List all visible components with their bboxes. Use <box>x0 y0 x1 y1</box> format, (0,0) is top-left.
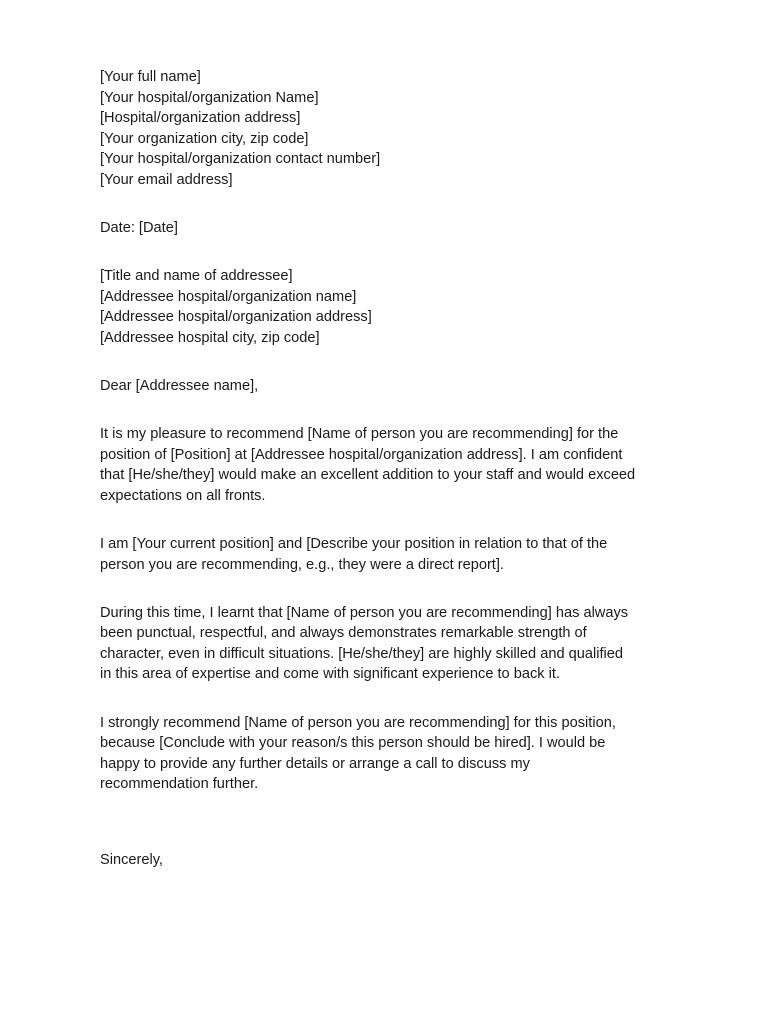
sender-full-name: [Your full name] <box>100 69 201 85</box>
sender-block <box>100 67 680 191</box>
paragraph-line: character, even in difficult situations. [He/she/they] are highly skilled and qualified <box>100 645 623 662</box>
letter-page <box>100 67 680 871</box>
sender-organization-address: [Hospital/organization address] <box>100 110 301 127</box>
paragraph-line: because [Conclude with your reason/s this person should be hired]. I would be <box>100 735 606 752</box>
sender-organization-name: [Your hospital/organization Name] <box>100 89 319 106</box>
paragraph-line: I strongly recommend [Name of person you are recommending] for this position, <box>100 714 616 731</box>
paragraph-line: been punctual, respectful, and always demonstrates remarkable strength of <box>100 625 587 642</box>
addressee-organization-address: [Addressee hospital/organization address] <box>100 309 372 326</box>
paragraph-line: It is my pleasure to recommend [Name of person you are recommending] for the <box>100 426 619 443</box>
paragraph-conclusion <box>100 713 680 795</box>
closing: Sincerely, <box>100 851 163 868</box>
paragraph-line: I am [Your current position] and [Describe your position in relation to that of the <box>100 536 608 552</box>
addressee-block <box>100 266 680 348</box>
addressee-organization-name: [Addressee hospital/organization name] <box>100 288 357 305</box>
paragraph-position-relation <box>100 534 680 575</box>
sender-city-zip: [Your organization city, zip code] <box>100 130 309 147</box>
sender-email: [Your email address] <box>100 171 233 188</box>
paragraph-line: recommendation further. <box>100 776 259 793</box>
paragraph-line: During this time, I learnt that [Name of person you are recommending] has always <box>100 604 629 621</box>
paragraph-recommendation-intro <box>100 424 680 506</box>
sender-contact-number: [Your hospital/organization contact number] <box>100 151 381 168</box>
paragraph-line: that [He/she/they] would make an excellent addition to your staff and would exceed <box>100 467 636 484</box>
salutation: Dear [Addressee name], <box>100 378 259 395</box>
addressee-city-zip: [Addressee hospital city, zip code] <box>100 329 320 346</box>
paragraph-line: position of [Position] at [Addressee hospital/organization address]. I am confident <box>100 446 623 463</box>
paragraph-line: in this area of expertise and come with significant experience to back it. <box>100 666 560 683</box>
paragraph-line: person you are recommending, e.g., they were a direct report]. <box>100 556 504 573</box>
paragraph-character <box>100 603 680 685</box>
paragraph-line: expectations on all fronts. <box>100 487 266 504</box>
paragraph-line: happy to provide any further details or arrange a call to discuss my <box>100 755 530 772</box>
addressee-title-name: [Title and name of addressee] <box>100 268 293 285</box>
date-line: Date: [Date] <box>100 220 178 237</box>
